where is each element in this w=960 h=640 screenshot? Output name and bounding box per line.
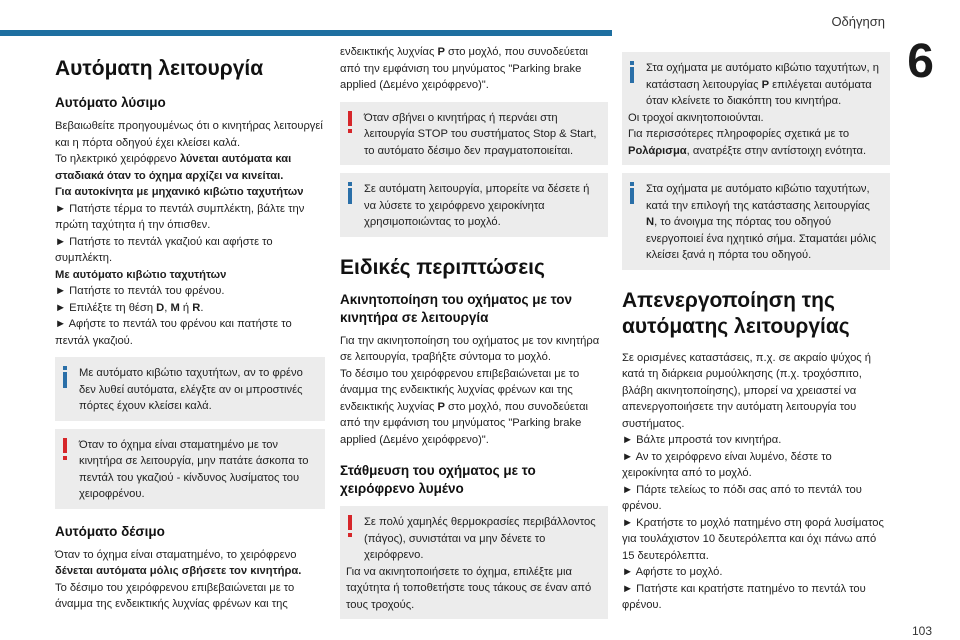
text: στο μοχλό, που συνοδεύεται από την εμφάνιση του μηνύματος "Parking brake applied (Δεμένο χειρόφρενο)". [340,46,589,91]
paragraph: Σε ορισμένες καταστάσεις, π.χ. σε ακραίο ψύχος ή κατά τη διάρκεια ρυμούλκησης (π.χ. τροχόσπιτο, βλάβη ακινητοποίησης), μπορεί να χρειαστεί να απενεργοποιήσετε την αυτόματη λειτουργία του συστήματος. [622,351,872,430]
page-number: 103 [911,624,932,638]
step-item: ► Πατήστε τέρμα το πεντάλ συμπλέκτη, βάλτε την πρώτη ταχύτητα ή την όπισθεν. [55,202,305,231]
text: στο μοχλό, που συνοδεύεται από την εμφάνιση του μηνύματος "Parking brake applied (Δεμένο χειρόφρενο)". [340,400,589,446]
warning-text: Για να ακινητοποιήσετε το όχημα, επιλέξτε μια ταχύτητα ή τοποθετήστε τους τάκους σε έναν από τους τροχούς. [346,565,592,611]
text: , ανατρέξτε στην αντίστοιχη ενότητα. [686,144,867,157]
info-icon [346,182,354,206]
text: ενδεικτικής λυχνίας [340,46,438,58]
warning-text: Όταν σβήνει ο κινητήρας ή περνάει στη λειτουργία STOP του συστήματος Stop & Start, το αυτόματο δέσιμο δεν πραγματοποιείται. [364,111,597,157]
text: , το άνοιγμα της πόρτας του οδηγού ενεργοποιεί ένα ηχητικό σήμα. Σταματάει μόλις κλείσει ξανά η πόρτα του οδηγού. [646,216,877,261]
text: , [164,301,171,314]
text: ή [179,301,193,314]
column-2 [340,44,608,627]
warning-box [340,506,608,619]
info-box [622,52,890,165]
heading-deactivation: Απενεργοποίηση της αυτόματης λειτουργίας [622,288,850,338]
step-item [55,300,325,317]
paragraph: Βεβαιωθείτε προηγουμένως ότι ο κινητήρας λειτουργεί και η πόρτα οδηγού έχει κλείσει καλά. [55,120,323,149]
heading-automatic-apply: Αυτόματο δέσιμο [55,523,165,539]
text: Το δέσιμο του χειρόφρενου επιβεβαιώνεται με το άναμμα της ενδεικτικής λυχνίας φρένων και της ενδεικτικής λυχνίας [340,367,580,413]
text: . [200,301,204,314]
subheading-automatic-gearbox: Με αυτόματο κιβώτιο ταχυτήτων [55,268,227,281]
heading-automatic-operation: Αυτόματη λειτουργία [55,57,264,80]
paragraph [340,44,608,94]
info-text: Με αυτόματο κιβώτιο ταχυτήτων, αν το φρένο δεν λυθεί αυτόματα, ελέγξτε αν οι μπροστινές πόρτες έχουν κλείσει καλά. [79,367,303,412]
paragraph [340,366,608,449]
info-box [622,173,890,270]
text: Στα οχήματα με αυτόματο κιβώτιο ταχυτήτων, κατά την επιλογή της κατάστασης λειτουργίας [646,183,870,212]
subheading-manual-gearbox: Για αυτοκίνητα με μηχανικό κιβώτιο ταχυτήτων [55,186,304,198]
bold-text: P [437,46,445,58]
bold-text: δένεται αυτόματα μόλις σβήσετε τον κινητήρα. [55,565,302,577]
warning-box [340,102,608,166]
paragraph: Το δέσιμο του χειρόφρενου επιβεβαιώνεται με το άναμμα της ενδεικτικής λυχνίας φρένων και της [55,581,295,610]
column-3 [622,52,890,614]
step-item: ► Αφήστε το πεντάλ του φρένου και πατήστε το πεντάλ γκαζιού. [55,318,292,347]
text: ► Επιλέξτε τη θέση [55,301,157,314]
step-item: ► Πατήστε το πεντάλ γκαζιού και αφήστε το συμπλέκτη. [55,235,273,264]
bold-text: λύνεται αυτόματα και σταδιακά όταν το όχημα αρχίζει να κινείται. [55,153,292,182]
heading-special-cases: Ειδικές περιπτώσεις [340,255,545,279]
info-box [340,173,608,237]
step-item: ► Αν το χειρόφρενο είναι λυμένο, δέστε το χειροκίνητα από το μοχλό. [622,450,832,479]
header-accent-bar [0,30,612,36]
bold-text: N [646,216,655,228]
text: Το ηλεκτρικό χειρόφρενο [55,153,180,165]
heading-automatic-release: Αυτόματο λύσιμο [55,95,166,110]
text: Για περισσότερες πληροφορίες σχετικά με το [628,128,850,140]
info-box [55,357,325,421]
bold-text: P [761,78,770,91]
bold-text: Ρολάρισμα [628,144,687,157]
text: επιλέγεται αυτόματα όταν κλείνετε το διακόπτη του κινητήρα. [646,78,872,107]
info-text [628,60,884,110]
heading-parking-released: Στάθμευση του οχήματος με το χειρόφρενο λυμένο [340,463,536,496]
info-text: Σε αυτόματη λειτουργία, μπορείτε να δέσετε ή να λύσετε το χειρόφρενο χειροκίνητα χρησιμοποιώντας το μοχλό. [364,183,590,228]
section-title: Οδήγηση [831,14,885,29]
heading-immobilising: Ακινητοποίηση του οχήματος με τον κινητήρα σε λειτουργία [340,291,573,325]
info-icon [628,182,636,206]
warning-text: Σε πολύ χαμηλές θερμοκρασίες περιβάλλοντος (πάγος), συνιστάται να μην δένετε το χειρόφρενο. [364,516,596,561]
chapter-number: 6 [907,35,934,88]
step-item: ► Πατήστε και κρατήστε πατημένο το πεντάλ του φρένου. [622,582,866,611]
bold-text: P [437,400,445,413]
warning-icon [61,438,69,462]
paragraph: Για την ακινητοποίηση του οχήματος με τον κινητήρα σε λειτουργία, τραβήξτε σύντομα το μοχλό. [340,334,600,363]
step-item: ► Βάλτε μπροστά τον κινητήρα. [622,434,782,446]
bold-text: D [156,301,165,314]
info-text [628,126,884,159]
column-1 [55,56,325,613]
paragraph [55,547,325,580]
paragraph [55,151,325,184]
text: Όταν το όχημα είναι σταματημένο, το χειρόφρενο [55,548,297,561]
step-item: ► Πάρτε τελείως το πόδι σας από το πεντάλ του φρένου. [622,483,862,512]
warning-text: Όταν το όχημα είναι σταματημένο με τον κινητήρα σε λειτουργία, μην πατάτε άσκοπα το πεντάλ του γκαζιού - κίνδυνος λυσίματος του χειροφρένου. [79,438,309,500]
info-text [628,181,884,264]
bold-text: R [192,301,201,314]
info-icon [628,61,636,85]
step-item: ► Πατήστε το πεντάλ του φρένου. [55,285,225,297]
step-item: ► Κρατήστε το μοχλό πατημένο στη φορά λυσίματος για τουλάχιστον 10 δευτερόλεπτα και όχι πάνω από 15 δευτερόλεπτα. [622,516,884,562]
text: Στα οχήματα με αυτόματο κιβώτιο ταχυτήτων, η κατάσταση λειτουργίας [646,62,879,91]
bold-text: M [170,301,180,314]
info-text: Οι τροχοί ακινητοποιούνται. [628,111,764,124]
warning-icon [346,111,354,135]
info-icon [61,366,69,390]
step-item: ► Αφήστε το μοχλό. [622,566,723,578]
warning-icon [346,515,354,539]
warning-box [55,429,325,509]
